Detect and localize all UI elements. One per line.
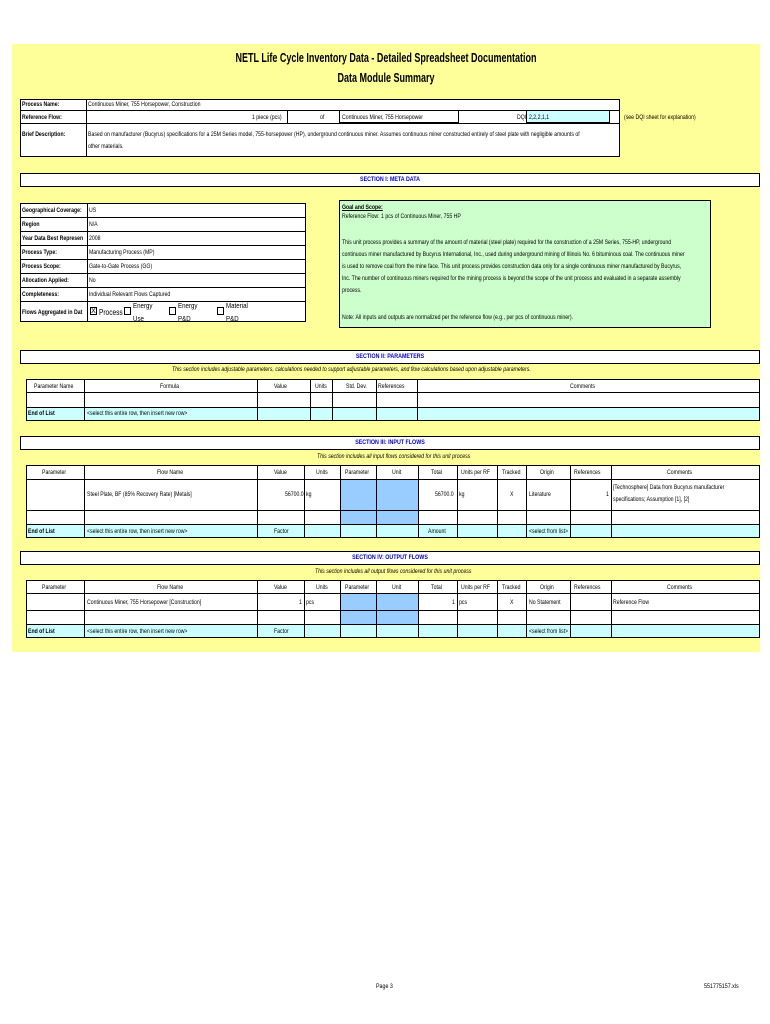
meta-region-label: Region: [22, 221, 40, 228]
output-col-parameter2: Parameter: [345, 584, 370, 591]
checkbox-process[interactable]: X: [91, 308, 96, 315]
input-col-units-rf: Units per RF: [461, 469, 490, 476]
checkbox-material-pd[interactable]: [217, 307, 224, 315]
input-flow-origin[interactable]: Literature: [529, 491, 551, 498]
input-flow-references[interactable]: 1: [606, 491, 609, 498]
param-col-comments: Comments: [570, 383, 595, 390]
output-col-origin: Origin: [540, 584, 554, 591]
section-output-flows-subtitle: This section includes all output flows considered for this unit process: [315, 568, 472, 575]
output-col-parameter: Parameter: [42, 584, 67, 591]
input-col-tracked: Tracked: [502, 469, 521, 476]
brief-description-line1[interactable]: Based on manufacturer (Bucyrus) specifications for a 25M Series model, 755-horsepower (HP), underground continuous miner. Assumes continuous miner constructed entirely of steel plate with negligible amounts of: [88, 131, 580, 138]
section-parameters-title: SECTION II: PARAMETERS: [355, 353, 425, 360]
goal-scope-para-2: continuous miner manufactured by Bucyrus International, Inc., used during underground mining of Illinois No. 6 bituminous coal. The continuous miner: [342, 251, 685, 258]
section-meta-data-header: [20, 173, 760, 187]
param-col-name: Parameter Name: [34, 383, 74, 390]
meta-geo-label: Geographical Coverage:: [22, 207, 82, 214]
dqi-note: (see DQI sheet for explanation): [624, 114, 696, 121]
input-flow-comment-1[interactable]: [Technosphere] Data from Bucyrus manufacturer: [613, 484, 725, 491]
meta-process-type-value[interactable]: Manufacturing Process (MP): [89, 249, 155, 256]
meta-geo-value[interactable]: US: [89, 207, 97, 214]
checkbox-energy-pd[interactable]: [169, 307, 176, 315]
output-flow-tracked[interactable]: X: [510, 599, 514, 606]
reference-flow-qty[interactable]: 1 piece (pcs): [252, 114, 282, 121]
goal-scope-para-5: process.: [342, 287, 362, 294]
checkbox-energy-pd-label-b: P&D: [178, 314, 191, 323]
page-title: NETL Life Cycle Inventory Data - Detailed Spreadsheet Documentation: [235, 51, 537, 65]
input-col-total: Total: [431, 469, 442, 476]
input-flow-total: 56700.0: [435, 491, 454, 498]
checkbox-material-pd-label-a: Material: [226, 301, 248, 310]
checkbox-process-label: Process: [99, 308, 123, 317]
input-flow-units-rf: kg: [459, 491, 465, 498]
output-flow-total: 1: [452, 599, 455, 606]
meta-year-value[interactable]: 2008: [89, 235, 101, 242]
checkbox-material-pd-label-b: P&D: [226, 314, 239, 323]
output-flow-units-rf: pcs: [459, 599, 468, 606]
input-end-hint: <select this entire row, then insert new row>: [87, 528, 188, 535]
dqi-label: DQI: [517, 114, 527, 121]
output-flow-units[interactable]: pcs: [306, 599, 315, 606]
param-col-stddev: Std. Dev.: [346, 383, 367, 390]
input-flow-value[interactable]: 56700.0: [285, 491, 304, 498]
param-col-value: Value: [274, 383, 287, 390]
input-end-label: End of List: [28, 528, 55, 535]
input-flow-tracked[interactable]: X: [510, 491, 514, 498]
param-end-label: End of List: [28, 410, 55, 417]
param-end-hint: <select this entire row, then insert new row>: [87, 410, 188, 417]
output-end-factor: Factor: [274, 628, 289, 635]
meta-process-scope-label: Process Scope:: [22, 263, 61, 270]
output-flow-value[interactable]: 1: [299, 599, 302, 606]
goal-scope-para-1: This unit process provides a summary of the amount of material (steel plate) required for the construction of a 25M Series, 755-HP, underground: [342, 239, 672, 246]
meta-allocation-value[interactable]: No: [89, 277, 96, 284]
goal-scope-ref-line: Reference Flow: 1 pcs of Continuous Miner, 755 HP: [342, 213, 461, 220]
input-flow-comment-2: specifications; Assumption [1], [2]: [613, 496, 690, 503]
process-name-value[interactable]: Continuous Miner, 755 Horsepower, Construction: [88, 101, 201, 108]
input-flow-name[interactable]: Steel Plate, BF (85% Recovery Rate) [Metals]: [87, 491, 192, 498]
meta-allocation-label: Allocation Applied:: [22, 277, 69, 284]
input-col-parameter2: Parameter: [345, 469, 370, 476]
output-end-select[interactable]: <select from list>: [529, 628, 569, 635]
section-input-flows-subtitle: This section includes all input flows considered for this unit process: [317, 453, 471, 460]
reference-flow-of: of: [320, 114, 325, 121]
input-flow-units[interactable]: kg: [306, 491, 312, 498]
param-col-units: Units: [315, 383, 327, 390]
checkbox-energy-use-label-a: Energy: [133, 301, 153, 310]
input-end-factor: Factor: [274, 528, 289, 535]
output-col-flow-name: Flow Name: [157, 584, 184, 591]
output-col-references: References: [574, 584, 601, 591]
input-col-parameter: Parameter: [42, 469, 67, 476]
section-input-flows-header: [20, 436, 760, 450]
checkbox-energy-use-label-b: Use: [133, 314, 144, 323]
goal-scope-para-4: Inc. The number of continuous miners required for the mining process is beyond the scope of the unit process and evaluated in a separate assembly: [342, 275, 681, 282]
section-output-flows-header: [20, 551, 760, 565]
goal-scope-heading: Goal and Scope:: [342, 204, 383, 211]
output-col-units: Units: [316, 584, 328, 591]
output-col-value: Value: [274, 584, 287, 591]
process-name-label: Process Name:: [22, 101, 60, 108]
brief-description-line2: other materials.: [88, 143, 124, 150]
output-flow-comment[interactable]: Reference Flow: [613, 599, 650, 606]
param-col-formula: Formula: [160, 383, 179, 390]
output-col-units-rf: Units per RF: [461, 584, 490, 591]
input-end-amount: Amount: [428, 528, 446, 535]
output-col-comments: Comments: [667, 584, 692, 591]
checkbox-energy-use[interactable]: [124, 307, 131, 315]
input-col-unit: Unit: [392, 469, 402, 476]
meta-year-label: Year Data Best Represen: [22, 235, 84, 242]
param-col-references: References: [378, 383, 405, 390]
section-output-flows-title: SECTION IV: OUTPUT FLOWS: [352, 554, 428, 561]
meta-data-table: [20, 203, 306, 322]
output-flow-origin[interactable]: No Statement: [529, 599, 561, 606]
dqi-value: 2,2,2,1,1: [529, 114, 550, 121]
output-flow-name[interactable]: Continuous Miner, 755 Horsepower [Construction]: [87, 599, 202, 606]
input-col-value: Value: [274, 469, 287, 476]
input-col-comments: Comments: [667, 469, 692, 476]
file-name: 551775157.xls: [704, 983, 739, 990]
output-end-hint: <select this entire row, then insert new row>: [87, 628, 188, 635]
reference-flow-name: Continuous Miner, 755 Horsepower: [342, 114, 423, 121]
output-col-total: Total: [431, 584, 442, 591]
output-end-label: End of List: [28, 628, 55, 635]
input-end-select[interactable]: <select from list>: [529, 528, 569, 535]
output-col-unit: Unit: [392, 584, 402, 591]
section-meta-data-title: SECTION I: META DATA: [360, 176, 420, 183]
page-subtitle: Data Module Summary: [337, 71, 435, 85]
meta-process-type-label: Process Type:: [22, 249, 57, 256]
section-parameters-header: [20, 350, 760, 364]
brief-description-label: Brief Description:: [22, 131, 66, 138]
meta-completeness-value[interactable]: Individual Relevant Flows Captured: [89, 291, 171, 298]
section-parameters-subtitle: This section includes adjustable parameters, calculations needed to support adjustable parameters, and flow calculations based upon adjustable parameters.: [172, 366, 531, 373]
checkbox-energy-pd-label-a: Energy: [178, 301, 198, 310]
meta-region-value[interactable]: N/A: [89, 221, 98, 228]
input-col-flow-name: Flow Name: [157, 469, 184, 476]
page-number: Page 3: [376, 983, 393, 990]
input-col-references: References: [574, 469, 601, 476]
input-col-units: Units: [316, 469, 328, 476]
meta-process-scope-value[interactable]: Gate-to-Gate Process (GG): [89, 263, 153, 270]
goal-scope-para-3: is used to remove coal from the mine face. This unit process provides construction data only for a single continuous miner manufactured by Bucyrus,: [342, 263, 682, 270]
spreadsheet-area: [12, 44, 760, 652]
flows-aggregated-label: Flows Aggregated in Dat: [22, 309, 83, 316]
output-col-tracked: Tracked: [502, 584, 521, 591]
section-input-flows-title: SECTION III: INPUT FLOWS: [355, 439, 425, 446]
input-col-origin: Origin: [540, 469, 554, 476]
reference-flow-label: Reference Flow:: [22, 114, 62, 121]
meta-completeness-label: Completeness:: [22, 291, 60, 298]
goal-scope-note: Note: All inputs and outputs are normalized per the reference flow (e.g., per pcs of continuous miner).: [342, 314, 574, 321]
